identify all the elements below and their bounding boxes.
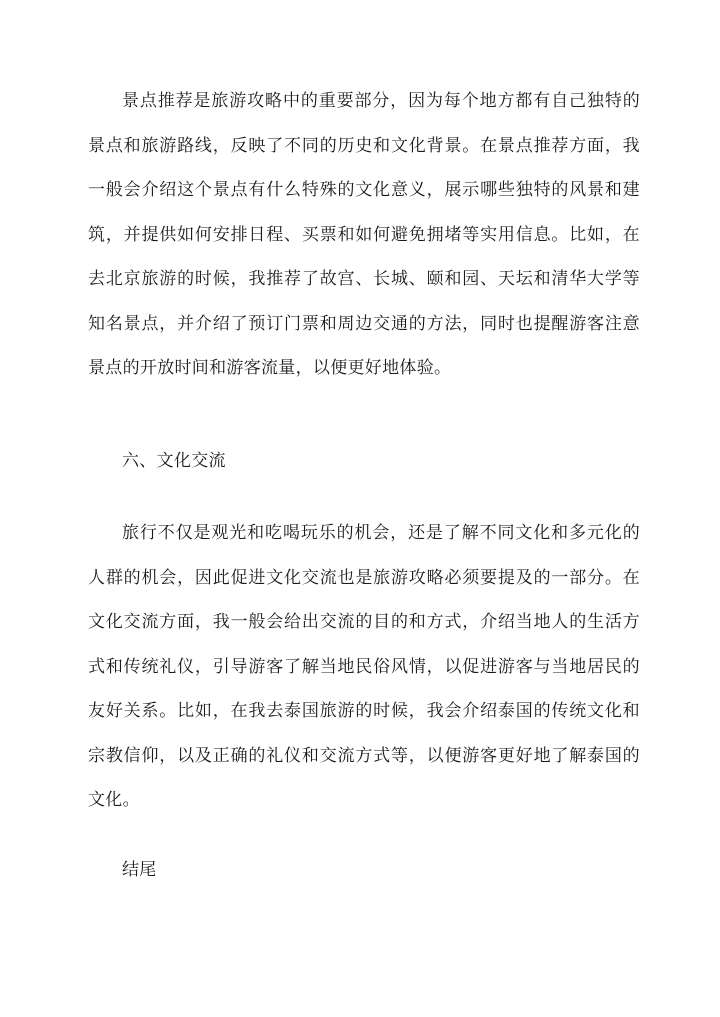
- attractions-paragraph: 景点推荐是旅游攻略中的重要部分，因为每个地方都有自己独特的景点和旅游路线，反映了不同的历史和文化背景。在景点推荐方面，我一般会介绍这个景点有什么特殊的文化意义，展示哪些独特的风景和建筑，并提供如何安排日程、买票和如何避免拥堵等实用信息。比如，在去北京旅游的时候，我推荐了故宫、长城、颐和园、天坛和清华大学等知名景点，并介绍了预订门票和周边交通的方法，同时也提醒游客注意景点的开放时间和游客流量，以便更好地体验。: [88, 91, 640, 378]
- section-heading-closing: 结尾: [122, 860, 157, 880]
- cultural-exchange-paragraph: 旅行不仅是观光和吃喝玩乐的机会，还是了解不同文化和多元化的人群的机会，因此促进文化交流也是旅游攻略必须要提及的一部分。在文化交流方面，我一般会给出交流的目的和方式，介绍当地人的生活方式和传统礼仪，引导游客了解当地民俗风情，以促进游客与当地居民的友好关系。比如，在我去泰国旅游的时候，我会介绍泰国的传统文化和宗教信仰，以及正确的礼仪和交流方式等，以便游客更好地了解泰国的文化。: [88, 523, 640, 810]
- section-heading-cultural-exchange: 六、文化交流: [122, 451, 226, 471]
